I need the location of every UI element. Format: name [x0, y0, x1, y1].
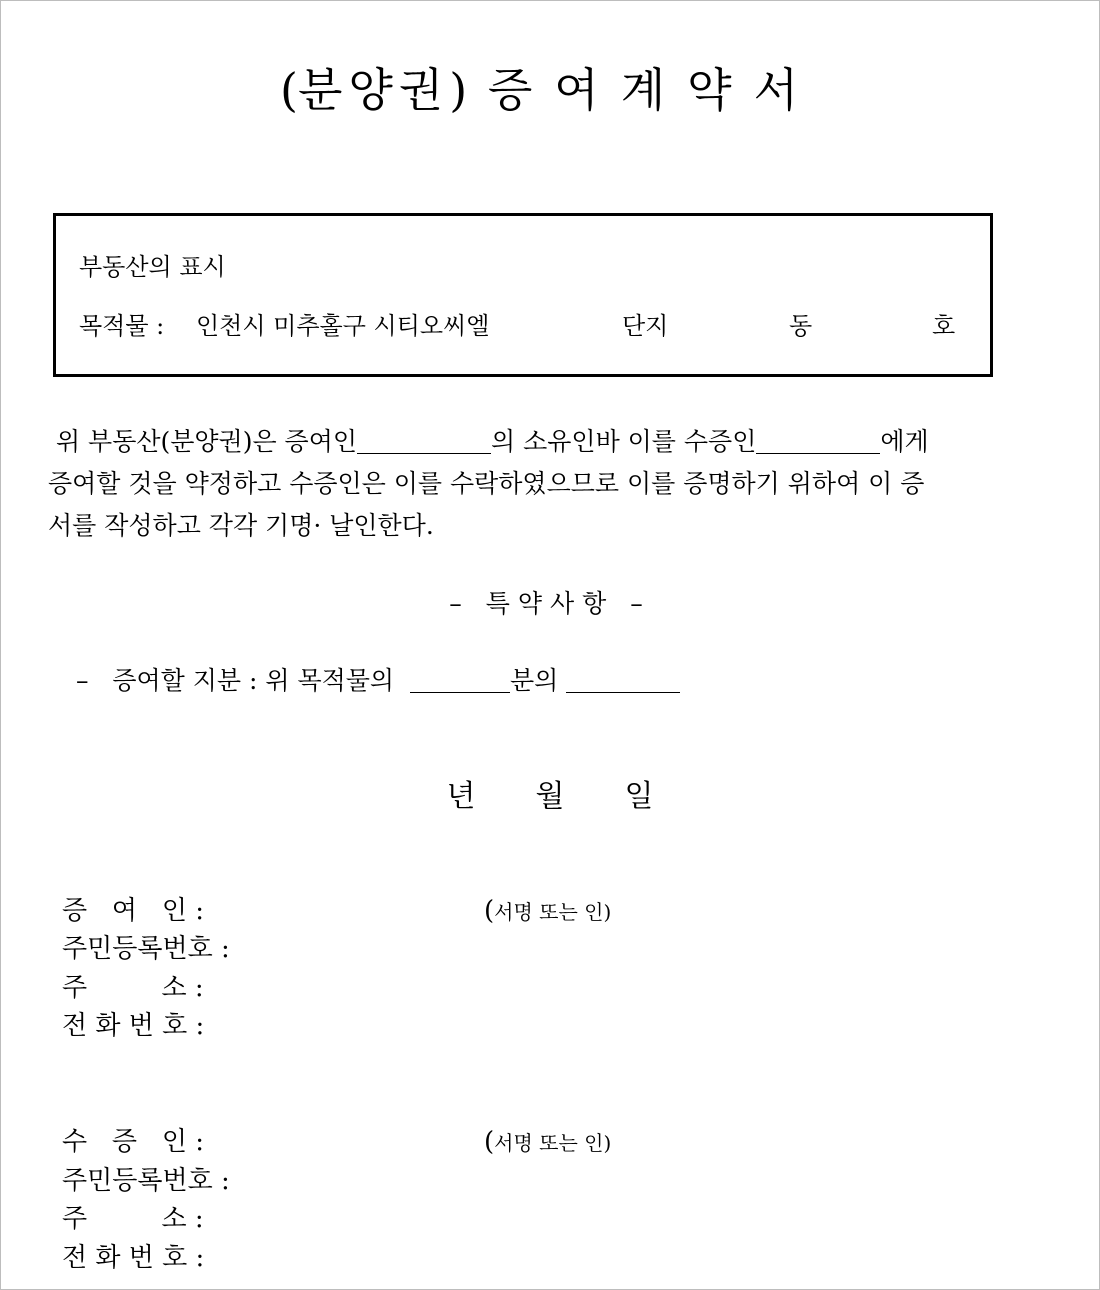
- property-dong: 동: [789, 312, 813, 340]
- title-paren-close: ): [449, 63, 468, 117]
- share-denominator-blank[interactable]: [410, 664, 510, 693]
- body-line-2: 증여할 것을 약정하고 수증인은 이를 수락하였으므로 이를 증명하기 위하여 이 증: [48, 469, 925, 498]
- donor-address-label: 주 소 :: [62, 973, 204, 1003]
- document-title: [0, 62, 1100, 118]
- property-target-label: 목적물 :: [79, 312, 165, 340]
- title-label: 분양권: [297, 63, 450, 117]
- donee-sign-note: (서명 또는 인): [484, 1127, 612, 1157]
- property-ho: 호: [932, 312, 956, 340]
- share-dash: –: [76, 666, 89, 695]
- body-line-3: 서를 작성하고 각각 기명· 날인한다.: [48, 511, 434, 540]
- donor-sign-note: (서명 또는 인): [484, 896, 612, 926]
- property-heading: 부동산의 표시: [79, 253, 226, 281]
- property-danji: 단지: [622, 312, 669, 340]
- date-day: 일: [624, 779, 654, 814]
- donee-name-label: 수 증 인 :: [62, 1127, 204, 1157]
- donee-id-label: 주민등록번호 :: [62, 1166, 230, 1196]
- body-line-1: [48, 421, 1008, 463]
- body-line1-b: 의 소유인바 이를 수증인: [491, 427, 757, 456]
- body-line1-c: 에게: [880, 427, 929, 456]
- share-numerator-blank[interactable]: [566, 664, 680, 693]
- donee-name-blank[interactable]: [756, 425, 880, 454]
- date-month: 월: [535, 779, 565, 814]
- title-main: 증여계약서: [487, 63, 821, 117]
- donee-phone-label: 전 화 번 호 :: [62, 1243, 205, 1273]
- donee-address-label: 주 소 :: [62, 1204, 204, 1234]
- property-box: [53, 213, 993, 377]
- special-terms-heading: – 특약사항 –: [449, 589, 651, 618]
- date-year: 년: [446, 779, 476, 814]
- share-label: 증여할 지분 : 위 목적물의: [112, 666, 395, 695]
- donor-phone-label: 전 화 번 호 :: [62, 1011, 205, 1041]
- contract-date: [0, 778, 1100, 816]
- donor-id-label: 주민등록번호 :: [62, 934, 230, 964]
- share-line: [76, 664, 680, 698]
- body-paragraph: [48, 421, 1008, 547]
- donor-name-label: 증 여 인 :: [62, 896, 204, 926]
- body-line1-a: 위 부동산(분양권)은 증여인: [55, 427, 358, 456]
- share-mid: 분의: [509, 666, 559, 695]
- title-paren-open: (: [279, 63, 298, 117]
- donor-name-blank[interactable]: [357, 425, 491, 454]
- property-location: 인천시 미추홀구 시티오씨엘: [196, 312, 490, 340]
